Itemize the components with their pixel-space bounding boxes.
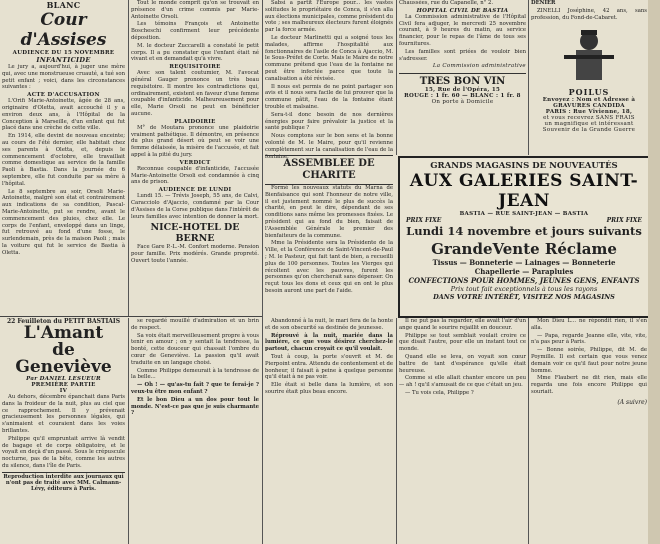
ad-visit: DANS VOTRE INTÉRÊT, VISITEZ NOS MAGASINS [433,293,615,301]
column-rule [128,318,129,544]
section-rule [0,316,128,317]
column-rule [128,0,129,316]
feuilleton-column [2,318,125,544]
hopital-heading: HOPITAL CIVIL DE BASTIA [416,7,509,14]
feuilleton-title: de Geneviève [15,340,112,377]
paragraph: Philippe se tout semblait voulait croire ce que disait l'autre, pour elle un instant tout ce monde. [399,332,526,353]
vin-title: TRES BON VIN [419,76,506,88]
feuilleton-col4 [399,318,526,544]
ad-header: GRANDS MAGASINS DE NOUVEAUTÉS [430,161,618,171]
paragraph: Sa voix était merveilleusement propre à vous tenir en amour ; on y sentait la tendresse, la bonté, cette douceur qui chassait l'ombre du cœur de Geneviève. La passion qu'il avait traduite en un langage choisi. [131,332,259,366]
ad-items: Tissus — Bonneterie — Lainages — Bonneterie [432,258,616,267]
audience-lundi-heading: AUDIENCE DE LUNDI [158,187,232,194]
acte-heading: ACTE D'ACCUSATION [27,92,100,99]
feuilleton-chapter: IV [59,388,68,394]
feuilleton-author: Par DANIEL LESUEUR [26,376,101,382]
paragraph: Le 8 septembre au soir, Orsoli Marie-Antoinette, malgré son état et contrairement aux indications de sa condition, Pascal-Marie-Antoinette, put se rendre, avant le commencement des pluies, chez elle. Le corps de l'enfant, enveloppé dans un linge, fut retrouvé au fond d'une fosse, le surlendemain, près de la maison Paoli ; mais la voiture qui fut le service de Bastia à Oletta. [2,188,125,256]
paragraph: — Tu vois cela, Philippe ? [405,389,474,396]
prix-fixe-right: PRIX FIXE [606,217,642,224]
ad-line: GRAVURES CANDIDA [553,103,625,110]
paragraph: Abandonné à la nuit, le mari fera de la honte et de son obscurité sa destinée de jeunesse. [265,318,393,331]
paragraph: En 1914, elle devint de nouveau enceinte; au cours de l'été dernier, elle habitait chez ses parents à Oletta, et, depuis le commencement d'octobre, elle travaillait comme domestique au service de la famille Paoli à Bastia. Dans la journée du 6 septembre, elle fut conduite par sa mère à l'hôpital. [2,133,125,187]
paragraph: DENIER [531,0,556,6]
paragraph: Chaussées, rue du Capanelle, n° 2. [399,0,494,6]
paragraph: Au dehors, décembre épanchait dans Paris dans la froideur de la nuit, plus au ciel que ce rapprochement. Il y prévenait gracieusement les personnes légales, qui s'animaient et couraient dans les voies brillantes. [2,394,125,434]
verdict-heading: VERDICT [179,159,211,166]
column-cour-assises [2,0,125,314]
feuilleton-col2 [131,318,259,544]
section-label: BLANC [46,0,81,10]
paragraph: Mon Dieu L... ne répondit rien, il s'en alla. [531,318,647,331]
paragraph: Comme si elle allait chanter encore un peu — ah ! qu'il s'amusait de ce que c'était un jeu. [399,375,526,389]
prix-fixe-left: PRIX FIXE [406,217,442,224]
ad-line: un magnifique et intéressant [544,121,634,128]
ad-prix-note: Prix tout fait exceptionnels à tous les rayons [450,285,598,293]
paragraph: Tout le monde comprit qu'on se trouvait en présence d'un crime commis par Marie-Antoinette Orsoli. [131,0,259,20]
feuilleton-col3 [265,318,393,544]
column-rule [528,318,529,544]
assemblee-title: ASSEMBLEE DE CHARITE [265,155,393,185]
ad-vente: GrandeVente Réclame [431,240,617,258]
paragraph: — Papa, regarde Jeanne elle, vite, vite, n'a pas peur à Paris. [531,332,647,346]
paragraph: Il nous est permis de ne point partager son avis et il nous sera facile de lui prouver que la commune pâtit, l'eau de la fontaine étant trouble et malsaine. [265,83,393,110]
ad-line: PARIS : Rue Vivienne, 18, [545,109,633,116]
paragraph: Réprouvé à la nuit, mariée dans la lumière, ce que vous désirez cherchez-le partout, chacun croyait ce qu'il voulait. [265,332,393,353]
paragraph: — Bonne soirée, Philippe, dit M. de Poymille. Il est certain que vous venez demain voir ce qu'il faut pour notre jeune homme. [531,347,647,374]
vin-note: On porte à Domicile [431,99,494,106]
feuilleton-col5 [531,318,647,544]
paragraph: Formé les nouveaux statuts du Marna de Bienfaisance qui sont l'honneur de notre ville, il est justement nommé le plus de succès la charité, en peut le dire, dépendant de ses conditions sans même les promesses fixées. Le président qui au fond du bien, faisait de l'Assemblée Générale le premier des bienfaiteurs de la commune. [265,185,393,239]
column-proces [131,0,259,314]
ad-sub: BASTIA — RUE SAINT-JEAN — BASTIA [459,211,589,217]
feuilleton-label: 22 Feuilleton du PETIT BASTIAIS [6,318,121,325]
poilus-illustration [554,25,624,85]
section-rule [128,316,262,317]
paragraph: Et le bon Dieu a un dos pour tout le monde. N'est-ce pas que je suis charmante ? [131,396,259,417]
grands-magasins-ad [398,156,650,318]
paragraph: se regardé mouillé d'admiration et un brin de respect. [131,318,259,331]
column-hopital [399,0,526,155]
paragraph: Lundi 15. — Trévis Joseph, 55 ans, de Calvi, Caracciolo d'Ajaccio, condamné par la Cour d'Assises de la Corse publique dans l'intérêt de leurs familles avec intention de donner la mort. [131,193,259,220]
column-rule [396,0,397,155]
column-assemblee [265,155,393,315]
column-conca [265,0,393,160]
paragraph: Le docteur Marlinetti qui a soigné tous les malades, affirme l'hospitalité aux fonctionnaires de l'asile de Conca à Ajaccio, M. le Sous-Préfet de Corte. Mais le Maire de notre commune prétend que l'eau de la fontaine ne peut être infectée parce que toute la canalisation a été révisée. [265,34,393,82]
ad-date-line: Lundi 14 novembre et jours suivants [406,224,642,238]
feuilleton-footnote: Reproduction interdite aux journaux qui n'ont pas de traité avec MM. Calmann-Lévy, éditeurs à Paris. [3,473,124,492]
torn-paper-edge [648,0,660,544]
paragraph: Face Gare P.-L.-M. Confort moderne. Pension pour famille. Prix modérés. Grande propreté. Ouvert toute l'année. [131,244,259,264]
paragraph: Philippe qu'il empruntait arrive là vendit de bagage et de corps obligatoire, et le voyait en deçà d'un passé. Sous le crépuscule nocturne, pas de la bête, comme les autres du silence, dans l'île de Paris. [2,435,125,469]
commission-signature: La Commission administrative [432,63,526,70]
a-suivre: (A suivre) [617,398,647,406]
ad-line: et vous recevrez SANS FRAIS [543,115,635,122]
paragraph: L'Orifi Marie-Antoinette, âgée de 28 ans, originaire d'Oletta, avait accouché il y a environ deux ans, à l'Hôpital de la Conception à Marseille, d'un enfant qui fut placé dans une crèche de cette ville. [2,98,125,132]
paragraph: Quand elle se leva, on voyait son cœur battre de tant d'espérance qu'elle était heureuse. [399,353,526,374]
ad-line: Envoyez : Nom et Adresse à [542,97,636,104]
paragraph: Sera-t-il donc besoin de nos dernières énergies pour faire prévaloir la justice et la santé publique ? [265,111,393,132]
paragraph: Reconnue coupable d'infanticide, l'accusée Marie-Antoinette Orsoli est condamnée à cinq ans de prison. [131,165,259,186]
paragraph: Nous comptons sur le bon sens et la bonne volonté de M. le Maire, pour qu'il revienne complètement sur la canalisation de l'eau de la fontaine. [265,133,393,160]
paragraph: Avec son talent coutumier, M. l'avocat général Gauger prononce un très beau requisitoire. Il montre les contradictions qui, ordinairement, existent en faveur d'une femme coupable d'infanticide. Malheureusement pour elle, Marie Orsoli ne peut en bénéficier aucune. [131,70,259,117]
paragraph: Mme la Présidente sera la Présidente de la Ville, et la Conférence de Saint-Vincent-de-Paul ; M. le Pasteur, qui fait tant de bien, a recueilli plus de 100 personnes. Toutes les Vierges qui récoltent avec les pauvres, furent les personnes qu'on chercherait sans dépenser. On reçut tous les dons et ceux qui en ont le plus besoin auront une part de l'aide. [265,240,393,294]
infanticide-heading: INFANTICIDE [36,56,91,64]
column-rule [262,0,263,544]
paragraph: — Oh ! — qu'as-tu fait ? que te ferai-je ? veux-tu être mon enfant ? [131,382,259,395]
paragraph: M° de Moutara prononce une plaidoirie vraiment pathétique. Il démontre, en présence du plus grand désert où peut se voir une femme délaissée, la misère de l'accusée, et fait appel à la pitié du jury. [131,124,259,158]
paragraph: Tout à coup, la porte s'ouvrit et M. de Pierpoint entra. Attendu de contentement et de bonheur, il faisait à peine à quelque personne qu'il était à ne pas voir. [265,353,393,381]
paragraph: Elle était si belle dans la lumière, et son sourire était plus beau encore. [265,382,393,395]
column-poilus [531,0,647,155]
requisitoire-heading: REQUISITOIRE [169,64,221,71]
paragraph: Comme Philippe demeurait à la tendresse de la belle... [131,367,259,381]
paragraph: M. le docteur Zuccarelli a constaté le petit corps. Il a pu constater que l'enfant était né vivant et en demandait qu'à vivre. [131,42,259,63]
paragraph: Sabsi a partit l'Europe pour... les vastes solitudes le propriétaire de Conca, il s'en alla aux élections municipales, comme président du vote ; ses malheureux électeurs furent éloignés par la force armée. [265,0,393,34]
paragraph: Il ne put pas la regarder, elle avait l'air d'un ange quand le sourire rejaillit en douceur. [399,318,526,331]
audience-line: AUDIENCE DU 15 NOVEMBRE [12,50,115,56]
vin-address: 15, Rue de l'Opéra, 15 [424,87,501,94]
paragraph: Les familles sont priées de vouloir bien s'adresser. [399,48,526,62]
paragraph: La Commission administrative de l'Hôpital Civil fera adjuger, le mercredi 25 novembre courant, à 9 heures du matin, au service financier, pour le repas de l'âme de tous ses fournitures. [399,13,526,47]
cour-title: Cour d'Assises [20,10,107,50]
paragraph: Mme Flaubert ne dit rien, mais elle regarda une fois encore Philippe qui souriait. [531,375,647,395]
ad-items: CONFECTIONS POUR HOMMES, JEUNES GENS, ENFANTS [408,276,640,285]
plaidoirie-heading: PLAIDOIRIE [174,118,216,125]
ad-line: Souvenir de la Grande Guerre [542,127,636,134]
paragraph: Les témoins François et Antoinette Boscheschi confirment leur précédente déposition. [131,21,259,41]
feuilleton-title: L'Amant [23,323,104,343]
feuilleton-partie: PREMIÈRE PARTIE [31,382,96,388]
vin-prices: ROUGE : 1 fr. 60 — BLANC : 1 fr. 8 [404,93,521,100]
nice-hotel-title: NICE-HOTEL DE BERNE [150,222,240,245]
column-rule [396,318,397,544]
paragraph: Le jury a, aujourd'hui, à juger une mère qui, avec une monstrueuse cruauté, a tué son petit enfant ; voici, dans les circonstances suivantes : [2,64,125,91]
ad-items: Chapellerie — Parapluies [474,267,574,276]
paragraph: ZINELLI Joséphine, 42 ans, sans profession, du Fond-de-Cabaret. [531,7,647,21]
column-rule [528,0,529,155]
ad-title: AUX GALERIES SAINT-JEAN [409,171,639,211]
ad-brand: POILUS [568,87,610,98]
